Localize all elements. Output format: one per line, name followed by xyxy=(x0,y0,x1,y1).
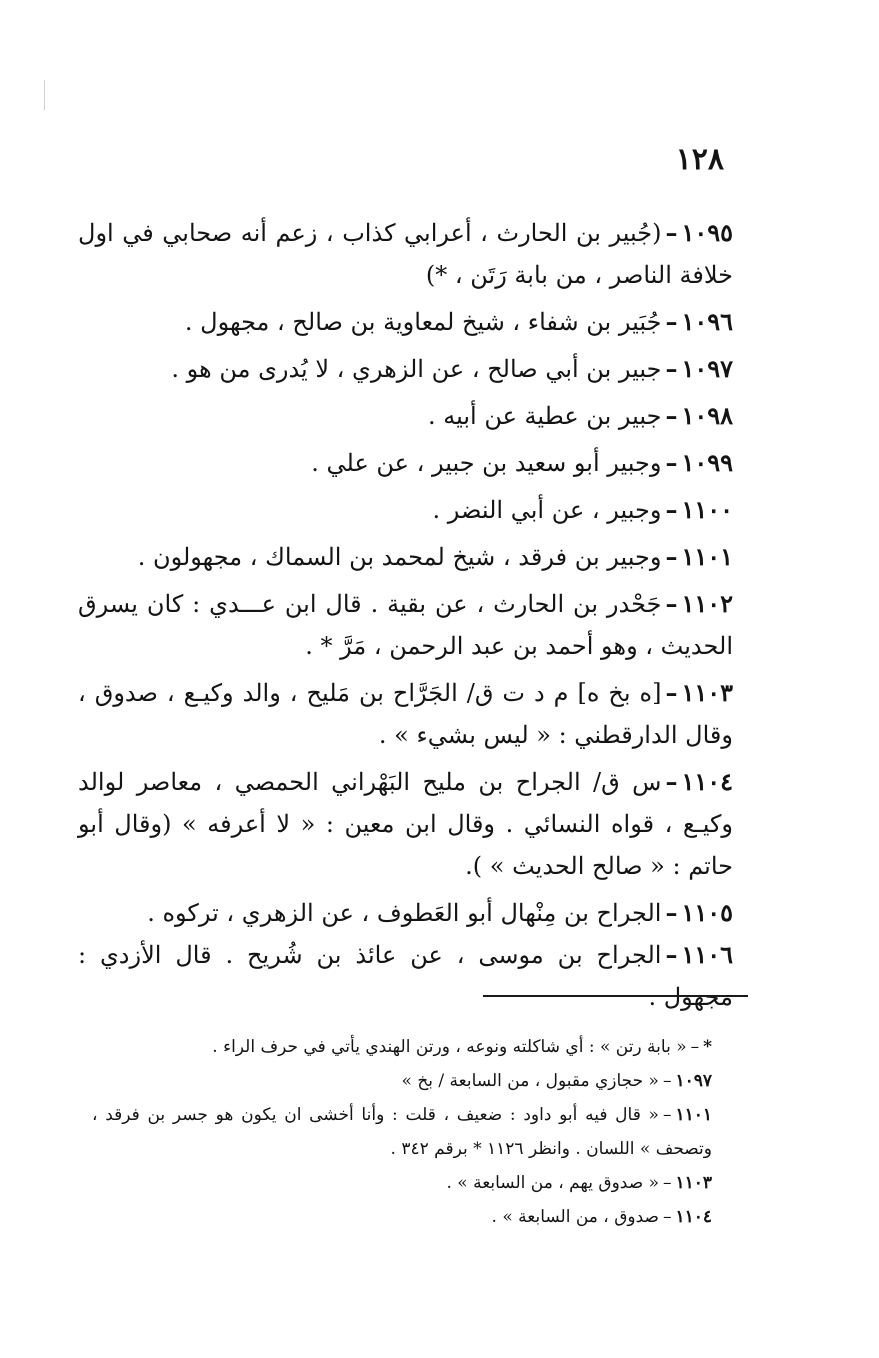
footnote-number: ١٠٩٧ xyxy=(675,1071,712,1091)
entry-text: جبير بن عطية عن أبيه . xyxy=(427,402,662,430)
footnote-number: ١١٠٤ xyxy=(675,1207,712,1227)
entry-text: [ه بخ ه] م د ت ق/ الجَرَّاح بن مَليح ، والد وكيـع ، صدوق ، وقال الدارقطني : « ليس بشيء » . xyxy=(78,679,733,749)
page-number: ١٢٨ xyxy=(675,142,724,177)
footnote-1104 xyxy=(92,1200,712,1234)
entry-1106 xyxy=(78,934,733,1018)
footnote-dash: – xyxy=(662,1207,672,1227)
footnote-text: « صدوق يهم ، من السابعة » . xyxy=(446,1173,659,1193)
footnote-divider xyxy=(483,995,748,997)
entry-1102 xyxy=(78,583,733,667)
entry-dash: – xyxy=(665,448,678,477)
footnotes-list xyxy=(92,1030,712,1234)
entry-number: ١٠٩٧ xyxy=(681,354,733,383)
entry-dash: – xyxy=(665,898,678,927)
footnote-number: ١١٠٣ xyxy=(675,1173,712,1193)
entry-1104 xyxy=(78,761,733,887)
entry-number: ١٠٩٥ xyxy=(681,218,733,247)
entry-1097 xyxy=(78,348,733,390)
entry-dash: – xyxy=(665,354,678,383)
entry-number: ١١٠٥ xyxy=(681,898,733,927)
entry-text: وجبير أبو سعيد بن جبير ، عن علي . xyxy=(311,449,662,477)
footnote-1101 xyxy=(92,1098,712,1166)
entry-dash: – xyxy=(665,495,678,524)
footnote-dash: – xyxy=(662,1173,672,1193)
entry-dash: – xyxy=(665,678,678,707)
entry-1100 xyxy=(78,489,733,531)
footnote-number: ١١٠١ xyxy=(675,1105,712,1125)
entry-dash: – xyxy=(665,589,678,618)
footnote-text: « حجازي مقبول ، من السابعة / بخ » xyxy=(401,1071,659,1091)
entry-number: ١١٠٠ xyxy=(681,495,733,524)
entry-1103 xyxy=(78,672,733,756)
footnote-1097 xyxy=(92,1064,712,1098)
entry-text: الجراح بن موسى ، عن عائذ بن شُريح . قال الأزدي : مجهول . xyxy=(78,941,733,1011)
entry-text: الجراح بن مِنْهال أبو العَطوف ، عن الزهري ، تركوه . xyxy=(147,899,662,927)
footnote-text: « قال فيه أبو داود : ضعيف ، قلت : وأنا أخشى ان يكون هو جسر بن فرقد ، وتصحف » اللسان . وانظر ١١٢٦ * برقم ٣٤٢ . xyxy=(92,1105,712,1159)
entry-1098 xyxy=(78,395,733,437)
entry-dash: – xyxy=(665,307,678,336)
footnote-dash: – xyxy=(662,1105,672,1125)
footnote-text: صدوق ، من السابعة » . xyxy=(491,1207,659,1227)
entry-number: ١٠٩٩ xyxy=(681,448,733,477)
entry-1099 xyxy=(78,442,733,484)
scan-artifact xyxy=(44,80,45,110)
footnote-dash: – xyxy=(690,1037,700,1057)
footnote-number: * xyxy=(703,1037,712,1057)
entry-number: ١١٠٣ xyxy=(681,678,734,707)
entry-dash: – xyxy=(665,542,678,571)
entries-list xyxy=(78,212,733,1018)
entry-text: جَحْدر بن الحارث ، عن بقية . قال ابن عـــدي : كان يسرق الحديث ، وهو أحمد بن عبد الرحمن ، مَرَّ * . xyxy=(78,590,733,660)
entry-dash: – xyxy=(665,767,678,796)
entry-1105 xyxy=(78,892,733,934)
entry-1096 xyxy=(78,301,733,343)
entry-dash: – xyxy=(665,401,678,430)
entry-number: ١٠٩٨ xyxy=(681,401,733,430)
entry-number: ١١٠٦ xyxy=(681,940,733,969)
entry-dash: – xyxy=(665,940,678,969)
entry-1101 xyxy=(78,536,733,578)
entry-1095 xyxy=(78,212,733,296)
footnote-dash: – xyxy=(662,1071,672,1091)
entry-number: ١١٠٤ xyxy=(681,767,733,796)
entry-number: ١١٠٢ xyxy=(681,589,733,618)
entry-number: ١١٠١ xyxy=(681,542,733,571)
entry-text: س ق/ الجراح بن مليح البَهْراني الحمصي ، معاصر لوالد وكيـع ، قواه النسائي . وقال ابن معين : « لا أعرفه » (وقال أبو حاتم : « صالح الحديث » ). xyxy=(78,768,733,880)
entry-text: وجبير ، عن أبي النضر . xyxy=(432,496,662,524)
footnote-star xyxy=(92,1030,712,1064)
entry-text: جبير بن أبي صالح ، عن الزهري ، لا يُدرى من هو . xyxy=(171,355,662,383)
entry-text: جُبَير بن شفاء ، شيخ لمعاوية بن صالح ، مجهول . xyxy=(184,308,662,336)
entry-text: وجبير بن فرقد ، شيخ لمحمد بن السماك ، مجهولون . xyxy=(137,543,662,571)
entry-number: ١٠٩٦ xyxy=(681,307,733,336)
footnote-text: « بابة رتن » : أي شاكلته ونوعه ، ورتن الهندي يأتي في حرف الراء . xyxy=(212,1037,687,1057)
footnote-1103 xyxy=(92,1166,712,1200)
entry-text: (جُبير بن الحارث ، أعرابي كذاب ، زعم أنه صحابي في اول خلافة الناصر ، من بابة رَتَن ، *) xyxy=(78,219,733,289)
entry-dash: – xyxy=(665,218,678,247)
